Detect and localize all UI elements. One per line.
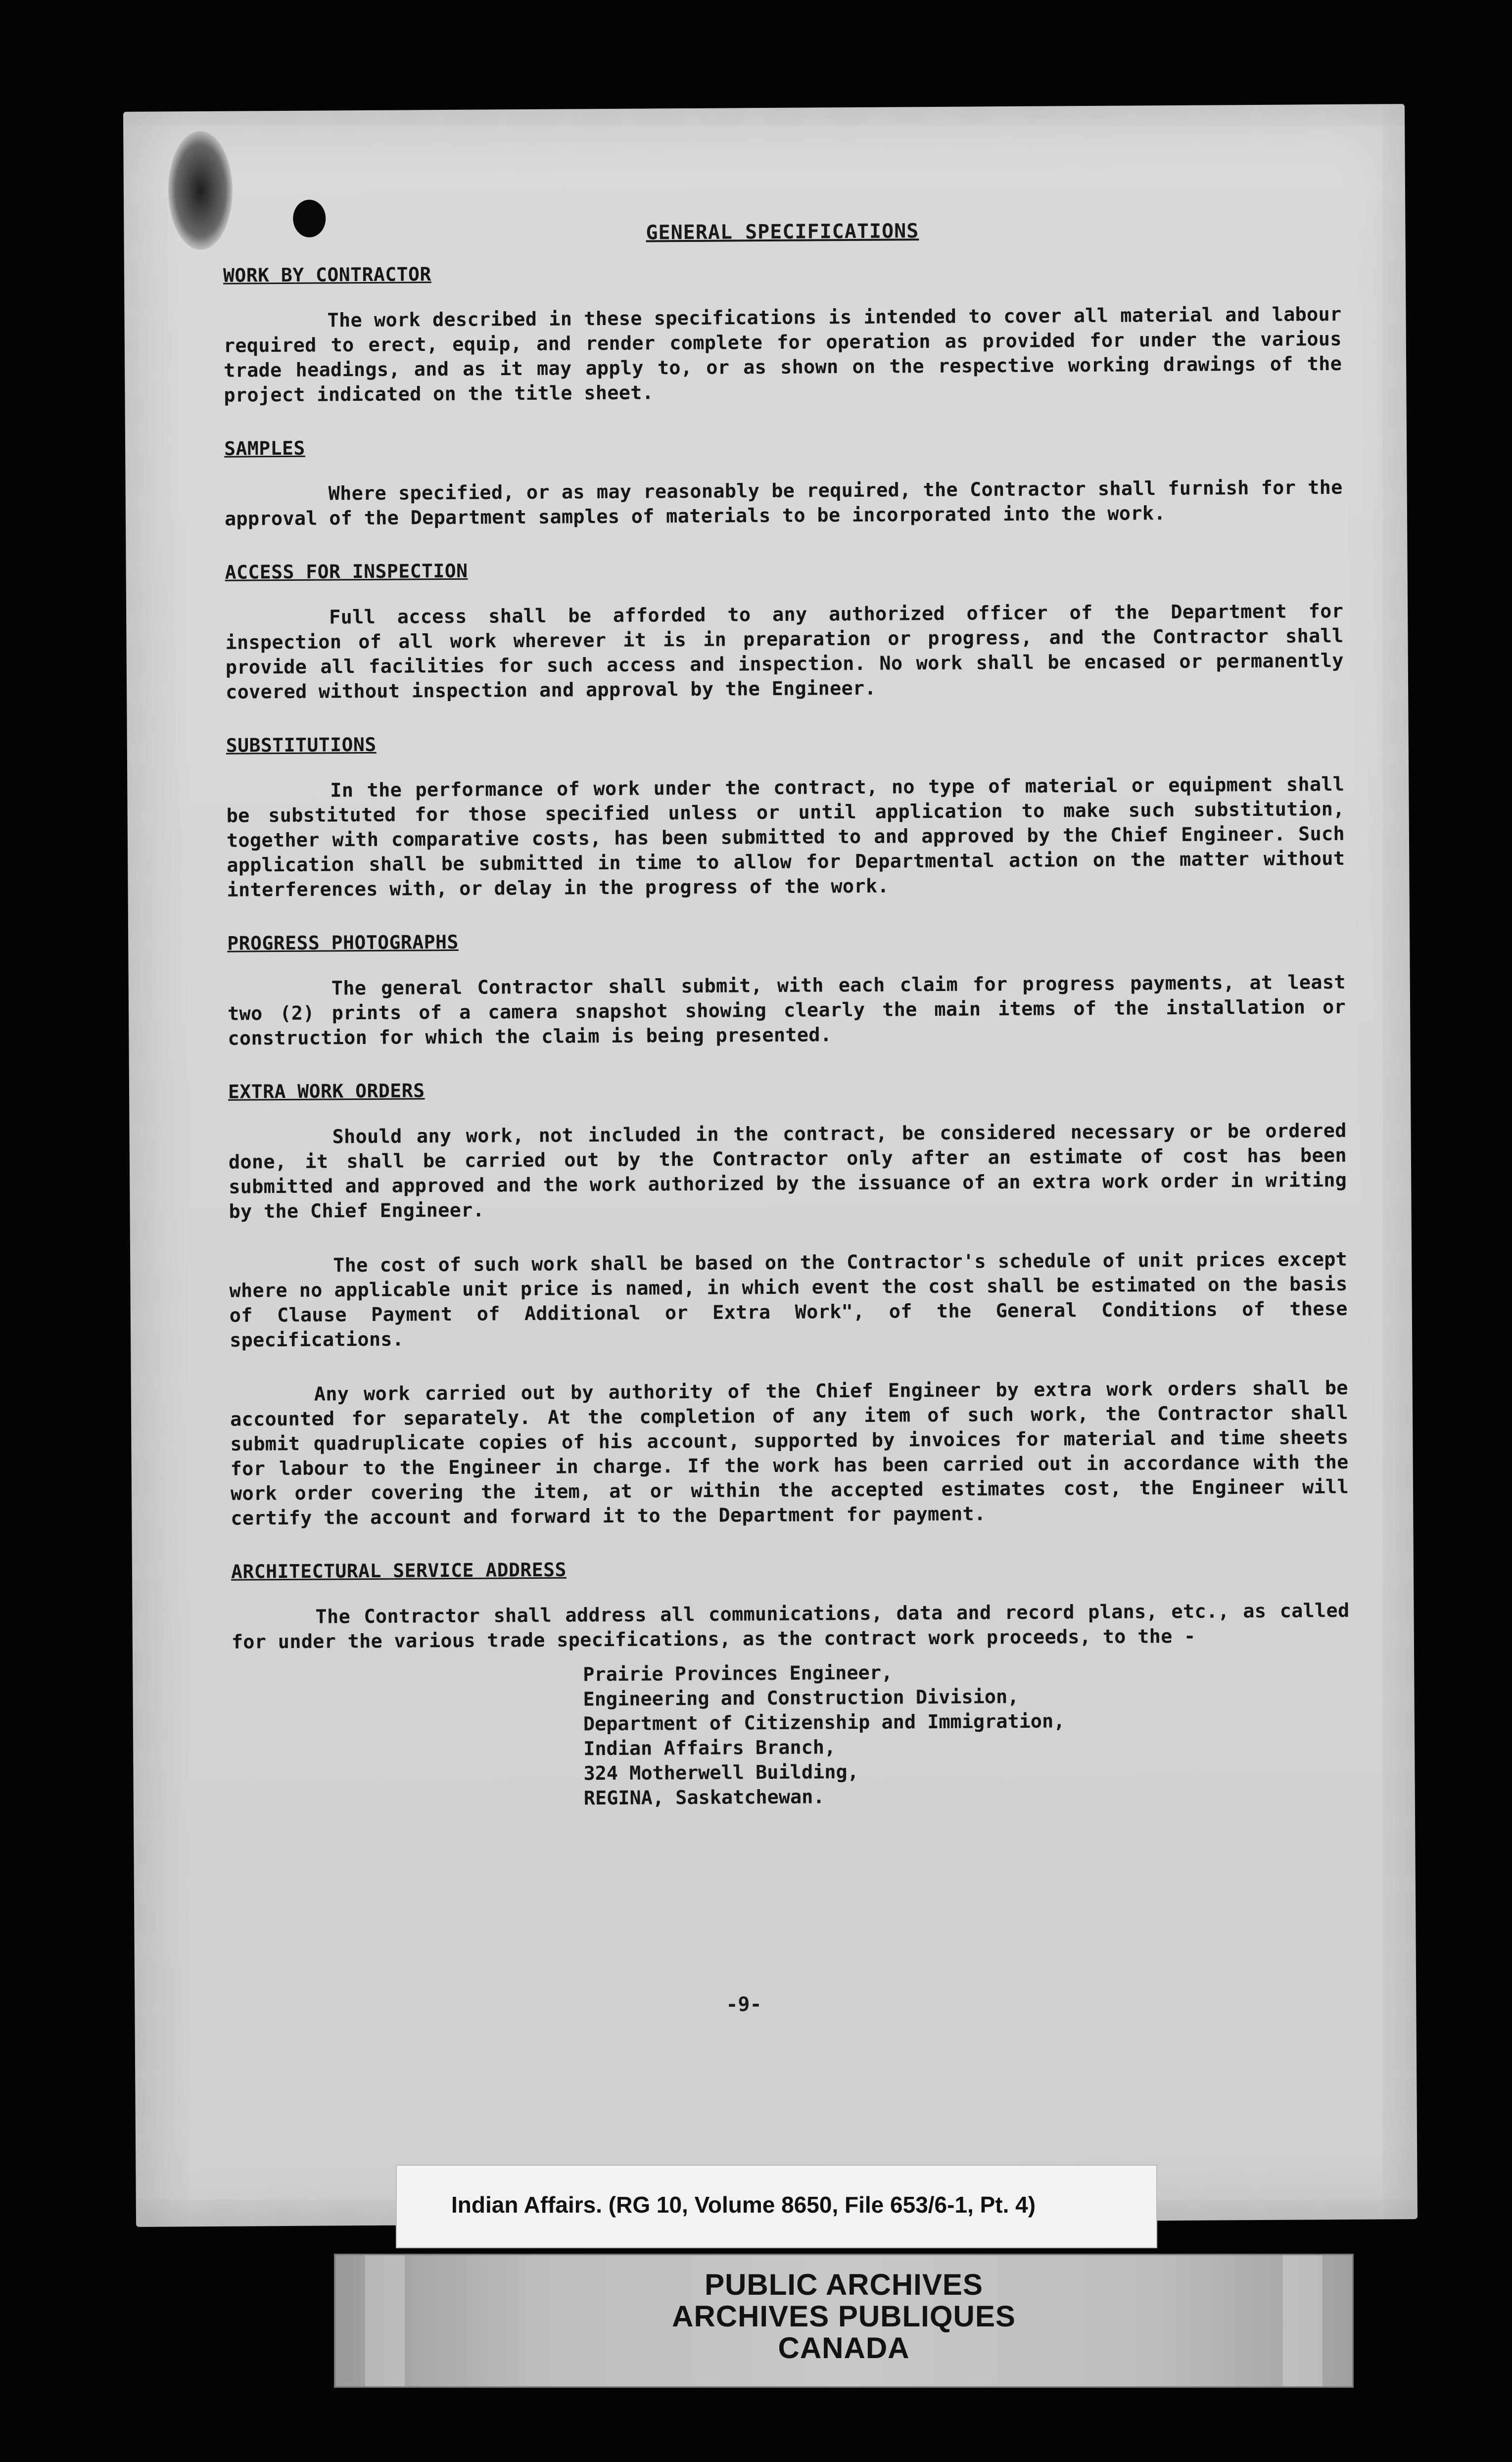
section-heading-access-for-inspection: ACCESS FOR INSPECTION bbox=[225, 560, 468, 583]
stamp-line: PUBLIC ARCHIVES bbox=[705, 2268, 983, 2301]
address-line: Engineering and Construction Division, bbox=[583, 1685, 1019, 1711]
address-line: Department of Citizenship and Immigration, bbox=[583, 1710, 1065, 1736]
archive-reference-text: Indian Affairs. (RG 10, Volume 8650, File 653/6-1, Pt. 4) bbox=[451, 2192, 1036, 2218]
section-heading-extra-work-orders: EXTRA WORK ORDERS bbox=[228, 1080, 425, 1103]
stamp-line: ARCHIVES PUBLIQUES bbox=[672, 2300, 1016, 2333]
archive-stamp bbox=[334, 2254, 1354, 2388]
document-title: GENERAL SPECIFICATIONS bbox=[646, 220, 919, 244]
address-line: Prairie Provinces Engineer, bbox=[583, 1661, 893, 1686]
section-paragraph: In the performance of work under the contract, no type of material or equipment shall be substituted for those specified unless or until application to make such substitution, together with comparative costs, has been submitted to and approved by the Chief Engineer. Such application shall be submitted in time to allow for Departmental action on the matter without interferences with, or delay in the progress of the work. bbox=[226, 773, 1345, 901]
section-paragraph: Should any work, not included in the contract, be considered necessary or be ordered done, it shall be carried out by the Contractor only after an estimate of cost has been submitted and approved and the work authorized by the issuance of an extra work order in writing by the Chief Engineer. bbox=[228, 1119, 1347, 1223]
punch-hole bbox=[293, 199, 326, 237]
page-number: -9- bbox=[726, 1993, 762, 2016]
address-line: 324 Motherwell Building, bbox=[583, 1760, 859, 1785]
archive-stamp-text bbox=[335, 2269, 1352, 2364]
section-heading-architectural-service-address: ARCHITECTURAL SERVICE ADDRESS bbox=[231, 1559, 567, 1583]
section-heading-substitutions: SUBSTITUTIONS bbox=[226, 733, 377, 757]
section-paragraph: The general Contractor shall submit, with each claim for progress payments, at least two (2) prints of a camera snapshot showing clearly the main items of the installation or construction for which the claim is being presented. bbox=[227, 971, 1346, 1050]
archive-reference-label bbox=[396, 2165, 1157, 2248]
section-paragraph: Full access shall be afforded to any authorized officer of the Department for inspection of all work wherever it is in preparation or progress, and the Contractor shall provide all facilities for such access and inspection. No work shall be encased or permanently covered without inspection and approval by the Engineer. bbox=[225, 600, 1344, 704]
section-paragraph: Where specified, or as may reasonably be required, the Contractor shall furnish for the approval of the Department samples of materials to be incorporated into the work. bbox=[224, 476, 1343, 530]
ink-smudge bbox=[168, 131, 233, 250]
section-paragraph: Any work carried out by authority of the Chief Engineer by extra work orders shall be accounted for separately. At the completion of any item of such work, the Contractor shall submit quadruplicate copies of his account, supported by invoices for material and time sheets for labour to the Engineer in charge. If the work has been carried out in accordance with the work order covering the item, at or within the accepted estimates cost, the Engineer will certify the account and forward it to the Department for payment. bbox=[230, 1376, 1349, 1530]
mailing-address bbox=[583, 1658, 1351, 1811]
document-page bbox=[123, 104, 1418, 2227]
document-body bbox=[223, 258, 1351, 1813]
address-line: REGINA, Saskatchewan. bbox=[583, 1786, 825, 1810]
stamp-line: CANADA bbox=[778, 2331, 910, 2365]
section-heading-work-by-contractor: WORK BY CONTRACTOR bbox=[223, 263, 431, 286]
address-line: Indian Affairs Branch, bbox=[583, 1736, 836, 1760]
section-paragraph: The cost of such work shall be based on the Contractor's schedule of unit prices except where no applicable unit price is named, in which event the cost shall be estimated on the basis of Clause Payment of Additional or Extra Work", of the General Conditions of these specifications. bbox=[229, 1248, 1348, 1352]
section-heading-progress-photographs: PROGRESS PHOTOGRAPHS bbox=[227, 931, 459, 954]
section-paragraph: The work described in these specifications is intended to cover all material and labour required to erect, equip, and render complete for operation as provided for under the various trade headings, and as it may apply to, or as shown on the respective working drawings of the project indicated on the title sheet. bbox=[223, 303, 1342, 407]
section-paragraph: The Contractor shall address all communications, data and record plans, etc., as called for under the various trade specifications, as the contract work proceeds, to the - bbox=[231, 1599, 1350, 1654]
section-heading-samples: SAMPLES bbox=[224, 437, 305, 460]
